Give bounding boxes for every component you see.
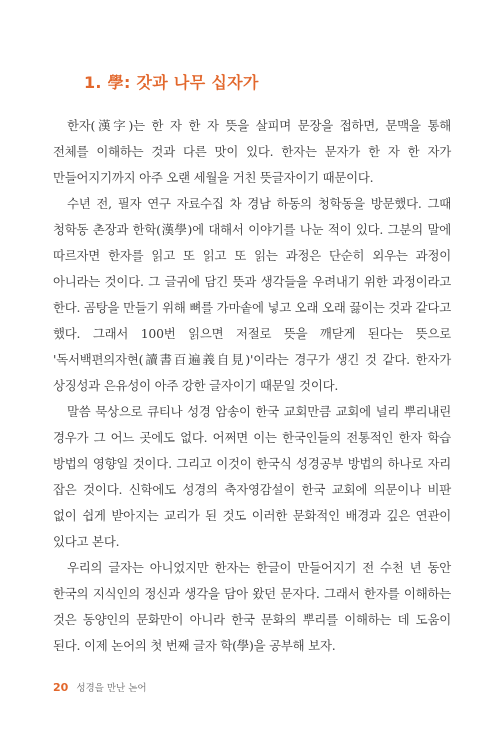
page-number: 20 xyxy=(53,681,69,694)
paragraph-2: 수년 전, 필자 연구 자료수집 차 경남 하동의 청학동을 방문했다. 그때 청학동 촌장과 한학(漢學)에 대해서 이야기를 나눈 적이 있다. 그분의 말에 따르자면 한자를 읽고 또 읽고 또 읽는 과정은 단순히 외우는 과정이 아니라는 것이다. 그 글귀에 담긴 뜻과 생각들을 우려내기 위한 과정이라고 한다. 곰탕을 만들기 위해 뼈를 가마솥에 넣고 오래 오래 끓이는 것과 같다고 했다. 그래서 100번 읽으면 저절로 뜻을 깨닫게 된다는 뜻으로 '독서백편의자현(讀書百遍義自見)'이라는 경구가 생긴 것 같다. 한자가 상징성과 은유성이 아주 강한 글자이기 때문일 것이다. xyxy=(53,196,451,393)
page-footer xyxy=(53,676,147,695)
body-text xyxy=(53,113,451,659)
section-heading: 1. 學: 갓과 나무 십자가 xyxy=(84,73,259,92)
paragraph-1: 한자(漢字)는 한 자 한 자 뜻을 살피며 문장을 접하면, 문맥을 통해 전체를 이해하는 것과 다른 맛이 있다. 한자는 문자가 한 자 한 자가 만들어지기까지 아주 오랜 세월을 거친 뜻글자이기 때문이다. xyxy=(53,118,451,185)
paragraph-3: 말씀 묵상으로 큐티나 성경 암송이 한국 교회만큼 교회에 널리 뿌리내린 경우가 그 어느 곳에도 없다. 어쩌면 이는 한국인들의 전통적인 한자 학습 방법의 영향일 것이다. 그리고 이것이 한국식 성경공부 방법의 하나로 자리 잡은 것이다. 신학에도 성경의 축자영감설이 한국 교회에 의문이나 비판 없이 쉽게 받아지는 교리가 된 것도 이러한 문화적인 배경과 깊은 연관이 있다고 본다. xyxy=(53,404,451,549)
paragraph-4: 우리의 글자는 아니었지만 한자는 한글이 만들어지기 전 수천 년 동안 한국의 지식인의 정신과 생각을 담아 왔던 문자다. 그래서 한자를 이해하는 것은 동양인의 문화만이 아니라 한국 문화의 뿌리를 이해하는 데 도움이 된다. 이제 논어의 첫 번째 글자 학(學)을 공부해 보자. xyxy=(53,560,451,653)
book-title: 성경을 만난 논어 xyxy=(76,683,147,694)
